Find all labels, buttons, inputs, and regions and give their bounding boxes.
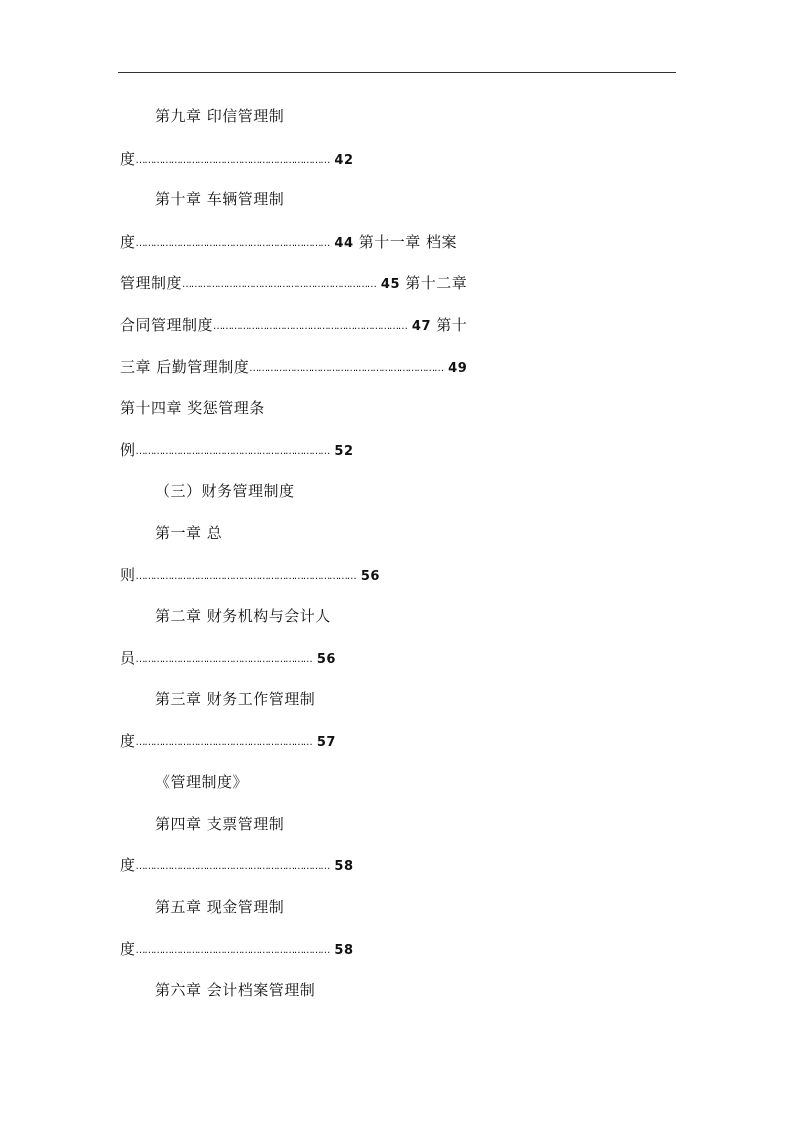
toc-text: 则 xyxy=(120,566,136,584)
dot-leader: …………………………………………………… xyxy=(135,737,312,748)
toc-text: 第五章 现金管理制 xyxy=(155,898,285,916)
toc-text: 第九章 印信管理制 xyxy=(155,107,285,125)
toc-text: 合同管理制度 xyxy=(120,316,214,334)
toc-text: 员 xyxy=(120,649,136,667)
toc-entry-ch12[interactable] xyxy=(120,313,467,337)
section-heading-finance xyxy=(155,479,295,503)
dot-leader: ………………………………………………………… xyxy=(135,861,330,872)
toc-text: 第十四章 奖惩管理条 xyxy=(120,399,265,417)
toc-entry-fin-ch1-title xyxy=(155,521,222,545)
toc-entry-ch9-title xyxy=(155,104,284,128)
toc-text: （三）财务管理制度 xyxy=(155,482,295,500)
dot-leader: …………………………………………………… xyxy=(135,654,312,665)
page-number: 47 xyxy=(411,319,431,334)
toc-text: 第四章 支票管理制 xyxy=(155,815,285,833)
toc-text: 三章 后勤管理制度 xyxy=(120,358,250,376)
toc-tail-text: 第十 xyxy=(431,316,468,334)
section-heading-management xyxy=(155,770,248,794)
dot-leader: ………………………………………………………… xyxy=(135,238,330,249)
toc-entry-fin-ch4-title xyxy=(155,812,284,836)
toc-entry-fin-ch1-leader[interactable] xyxy=(120,563,380,587)
dot-leader: ………………………………………………………… xyxy=(182,279,376,290)
dot-leader: ………………………………………………………… xyxy=(135,945,330,956)
toc-entry-ch14-title xyxy=(120,396,265,420)
toc-text: 第一章 总 xyxy=(155,524,223,542)
dot-leader: ………………………………………………………… xyxy=(213,321,407,332)
toc-entry-fin-ch4-leader[interactable] xyxy=(120,853,354,877)
dot-leader: ………………………………………………………………… xyxy=(135,571,356,582)
toc-entry-fin-ch5-leader[interactable] xyxy=(120,937,354,961)
toc-entry-ch13[interactable] xyxy=(120,355,467,379)
page-number: 49 xyxy=(448,361,468,376)
toc-entry-fin-ch2-leader[interactable] xyxy=(120,646,336,670)
toc-entry-ch10-leader[interactable] xyxy=(120,230,457,254)
toc-text: 度 xyxy=(120,233,136,251)
dot-leader: ………………………………………………………… xyxy=(135,155,330,166)
toc-entry-fin-ch3-leader[interactable] xyxy=(120,729,336,753)
header-rule xyxy=(118,72,676,73)
page-number: 52 xyxy=(334,444,354,459)
toc-tail-text: 第十二章 xyxy=(400,274,468,292)
toc-entry-fin-ch5-title xyxy=(155,895,284,919)
dot-leader: ………………………………………………………… xyxy=(249,363,443,374)
toc-entry-ch14-leader[interactable] xyxy=(120,438,354,462)
page-number: 44 xyxy=(334,236,354,251)
page-number: 58 xyxy=(334,859,354,874)
toc-text: 第十章 车辆管理制 xyxy=(155,190,285,208)
toc-entry-fin-ch2-title xyxy=(155,604,331,628)
toc-text: 第二章 财务机构与会计人 xyxy=(155,607,331,625)
toc-entry-ch9-leader[interactable] xyxy=(120,147,354,171)
toc-entry-ch11[interactable] xyxy=(120,271,467,295)
dot-leader: ………………………………………………………… xyxy=(135,446,330,457)
toc-entry-ch10-title xyxy=(155,187,284,211)
page-number: 57 xyxy=(316,735,336,750)
toc-text: 《管理制度》 xyxy=(155,773,249,791)
toc-text: 度 xyxy=(120,856,136,874)
page-number: 42 xyxy=(334,153,354,168)
toc-entry-fin-ch6-title xyxy=(155,978,315,1002)
toc-entry-fin-ch3-title xyxy=(155,687,315,711)
toc-text: 例 xyxy=(120,441,136,459)
page-number: 56 xyxy=(360,569,380,584)
page-number: 45 xyxy=(380,277,400,292)
toc-text: 第六章 会计档案管理制 xyxy=(155,981,316,999)
toc-text: 度 xyxy=(120,732,136,750)
page-number: 58 xyxy=(334,943,354,958)
toc-text: 管理制度 xyxy=(120,274,183,292)
toc-text: 度 xyxy=(120,940,136,958)
toc-tail-text: 第十一章 档案 xyxy=(353,233,458,251)
page-number: 56 xyxy=(316,652,336,667)
toc-text: 度 xyxy=(120,150,136,168)
toc-text: 第三章 财务工作管理制 xyxy=(155,690,316,708)
